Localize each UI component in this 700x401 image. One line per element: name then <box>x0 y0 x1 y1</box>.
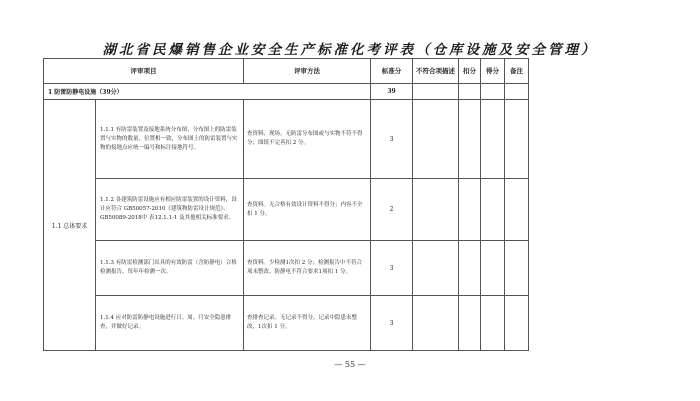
method-text: 查资料、现场。无防雷分布图或与实物不符不得分；图纸不完善扣 2 分。 <box>244 100 371 179</box>
blank-cell <box>505 100 529 179</box>
standard-score: 3 <box>371 241 413 296</box>
section-title: 1 防雷防静电设施（39分） <box>44 84 371 100</box>
standard-score: 2 <box>371 179 413 241</box>
evaluation-table <box>43 58 529 351</box>
item-text: 1.1.1 有防雷装置及接地系统分布图，分布图上的防雷装置与实物的数量、位置相一致，分布图上的防雷装置与实物的接地点应统一编号和标注接地符号。 <box>96 100 244 179</box>
item-text: 1.1.4 应对防雷防静电设施进行日、周、月安全隐患排查，并做好记录。 <box>96 296 244 351</box>
blank-cell <box>481 179 505 241</box>
header-note: 备注 <box>505 59 529 84</box>
header-deduction: 扣分 <box>459 59 481 84</box>
blank-cell <box>459 84 481 100</box>
blank-cell <box>459 241 481 296</box>
header-score: 得分 <box>481 59 505 84</box>
item-text: 1.1.3 有防雷检测部门出具的有效防雷（含防静电）合格检测报告，每年年检测一次。 <box>96 241 244 296</box>
blank-cell <box>459 100 481 179</box>
table-row <box>44 100 529 179</box>
method-text: 查排查记录。无记录不得分，记录中隐患未整改，1次扣 1 分。 <box>244 296 371 351</box>
blank-cell <box>413 179 459 241</box>
blank-cell <box>413 100 459 179</box>
standard-score: 3 <box>371 100 413 179</box>
table-row <box>44 296 529 351</box>
blank-cell <box>481 84 505 100</box>
section-row <box>44 84 529 100</box>
header-item: 评审项目 <box>44 59 244 84</box>
header-nonconformity: 不符合项描述 <box>413 59 459 84</box>
standard-score: 3 <box>371 296 413 351</box>
blank-cell <box>481 296 505 351</box>
blank-cell <box>413 241 459 296</box>
blank-cell <box>481 100 505 179</box>
blank-cell <box>505 179 529 241</box>
method-text: 查资料。无合格有效设计资料不得分；内容不全扣 1 分。 <box>244 179 371 241</box>
blank-cell <box>459 296 481 351</box>
table-row <box>44 179 529 241</box>
item-text: 1.1.2 各建筑防雷设施应有相应防雷装置的设计资料，设计应符合 GB50057-2010《建筑物防雷设计规范》、GB50089-2018中 表12.1.1-1 及其他相关标准要求。 <box>96 179 244 241</box>
header-method: 评审方法 <box>244 59 371 84</box>
section-score: 39 <box>371 84 413 100</box>
header-row <box>44 59 529 84</box>
page-number: — 55 — <box>334 360 366 369</box>
blank-cell <box>505 84 529 100</box>
blank-cell <box>505 241 529 296</box>
blank-cell <box>459 179 481 241</box>
method-text: 查资料。少检测1次扣 2 分；检测报告中不符合项未整改、防静电不符合要求1项扣 1 分。 <box>244 241 371 296</box>
blank-cell <box>413 84 459 100</box>
group-label: 1.1 总体要求 <box>44 100 96 351</box>
blank-cell <box>413 296 459 351</box>
table-row <box>44 241 529 296</box>
blank-cell <box>481 241 505 296</box>
blank-cell <box>505 296 529 351</box>
page-title: 湖北省民爆销售企业安全生产标准化考评表（仓库设施及安全管理） <box>102 42 598 58</box>
header-standard-score: 标准分 <box>371 59 413 84</box>
